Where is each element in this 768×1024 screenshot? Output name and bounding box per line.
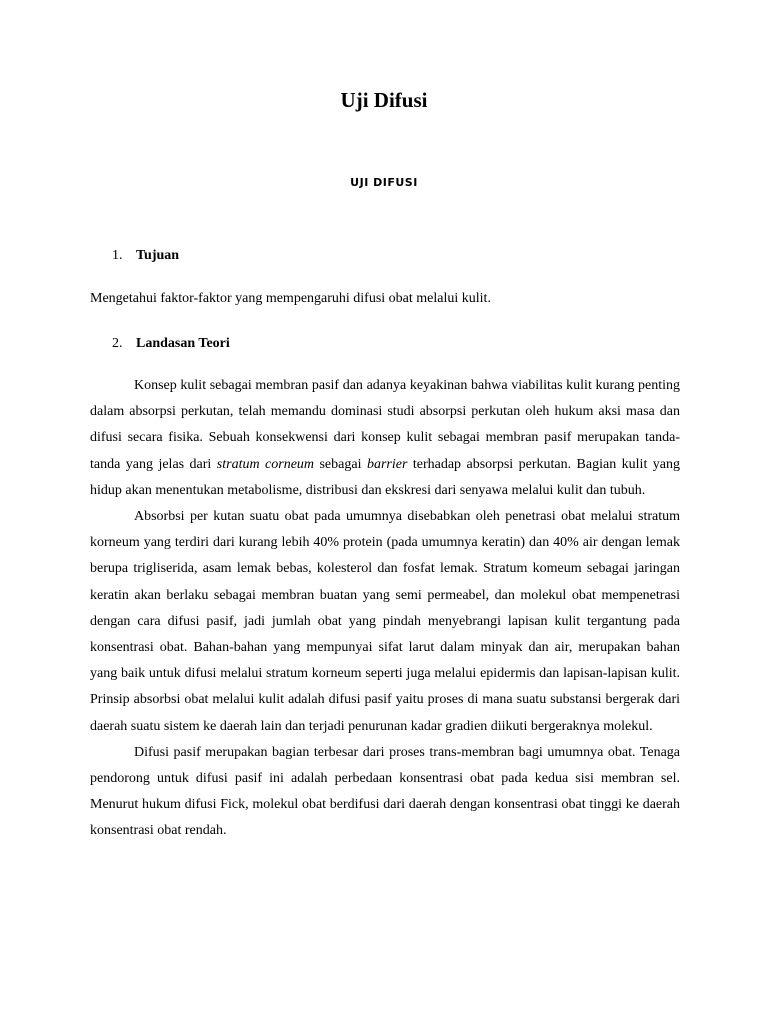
section-heading-label: Tujuan <box>136 248 180 263</box>
document-title: Uji Difusi <box>340 88 428 112</box>
paragraph-text: Konsep kulit sebagai membran pasif dan adanya keyakinan bahwa viabilitas kulit kurang penting dalam absorpsi perkutan, telah memandu dominasi studi absorpsi perkutan oleh hukum aksi masa dan difusi secara fisika. Sebuah konsekwensi dari konsep kulit sebagai membran pasif merupakan tanda-tanda yang jelas dari <box>90 378 680 472</box>
section-number: 2. <box>112 336 123 351</box>
theory-paragraph-1 <box>90 373 680 504</box>
paragraph-text: terhadap absorpsi perkutan. Bagian kulit yang hidup akan menentukan metabolisme, distribusi dan ekskresi dari senyawa melalui kulit dan tubuh. <box>90 456 681 498</box>
theory-body <box>90 373 680 845</box>
section-heading-tujuan <box>112 248 179 264</box>
theory-paragraph-2: Absorbsi per kutan suatu obat pada umumnya disebabkan oleh penetrasi obat melalui stratum korneum yang terdiri dari kurang lebih 40% protein (pada umumnya keratin) dan 40% air dengan lemak berupa trigliserida, asam lemak bebas, kolesterol dan fosfat lemak. Stratum komeum sebagai jaringan keratin akan berlaku sebagai membran buatan yang semi permeabel, dan molekul obat mempenetrasi dengan cara difusi pasif, jadi jumlah obat yang pindah menyebrangi lapisan kulit tergantung pada konsentrasi obat. Bahan-bahan yang mempunyai sifat larut dalam minyak dan air, merupakan bahan yang baik untuk difusi melalui stratum korneum seperti juga melalui epidermis dan lapisan-lapisan kulit. Prinsip absorbsi obat melalui kulit adalah difusi pasif yaitu proses di mana suatu substansi bergerak dari daerah suatu sistem ke daerah lain dan terjadi penurunan kadar gradien diikuti bergeraknya molekul. <box>90 509 680 734</box>
section-number: 1. <box>112 248 123 263</box>
theory-paragraph-3: Difusi pasif merupakan bagian terbesar dari proses trans-membran bagi umumnya obat. Tenaga pendorong untuk difusi pasif ini adalah perbedaan konsentrasi obat pada kedua sisi membran sel. Menurut hukum difusi Fick, molekul obat berdifusi dari daerah dengan konsentrasi obat tinggi ke daerah konsentrasi obat rendah. <box>90 744 680 839</box>
italic-term-barrier: barrier <box>366 456 408 472</box>
document-subtitle: UJI DIFUSI <box>350 176 418 189</box>
paragraph-text: sebagai <box>314 456 367 472</box>
section-heading-landasan-teori <box>112 336 230 352</box>
italic-term-stratum-corneum: stratum corneum <box>216 456 315 472</box>
section-heading-label: Landasan Teori <box>136 336 230 351</box>
purpose-text: Mengetahui faktor-faktor yang mempengaruhi difusi obat melalui kulit. <box>90 291 491 306</box>
